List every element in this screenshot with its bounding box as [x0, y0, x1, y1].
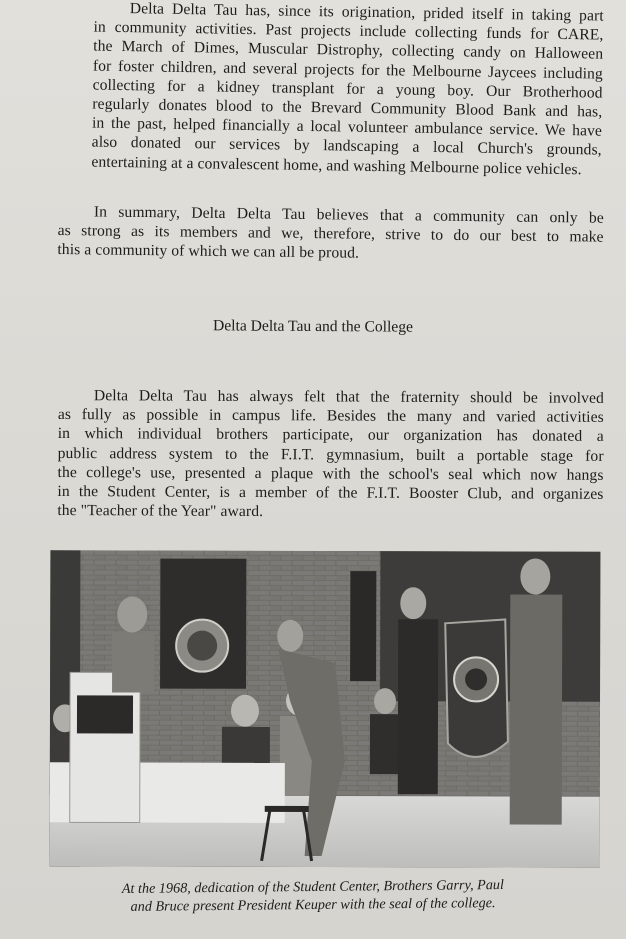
paragraph-line: in which individual brothers participate, our organization has donated a	[57, 425, 604, 446]
paragraph-line: in community activities. Past projects include collecting funds for CARE,	[93, 18, 604, 44]
paragraph-line: also donated our services by landscaping a local Church's grounds,	[91, 133, 602, 159]
paragraph-community-activities	[55, 0, 604, 179]
caption-line: and Bruce present President Keuper with the seal of the college.	[130, 895, 496, 915]
section-heading: Delta Delta Tau and the College	[212, 317, 414, 336]
podium	[70, 672, 140, 822]
paragraph-summary	[57, 202, 604, 266]
paragraph-line: as strong as its members and we, therefore, strive to do our best to make	[57, 222, 604, 246]
paragraph-line: the March of Dimes, Muscular Distrophy, collecting candy on Halloween	[93, 37, 604, 63]
paragraph-line: public address system to the F.I.T. gymnasium, built a portable stage for	[57, 444, 604, 465]
paragraph-line: collecting for a kidney transplant for a young boy. Our Brotherhood	[92, 76, 603, 102]
paragraph-line: In summary, Delta Delta Tau believes that a community can only be	[93, 203, 604, 227]
paragraph-line: for foster children, and several projects for the Melbourne Jaycees including	[92, 57, 604, 83]
paragraph-line: as fully as possible in campus life. Besides the many and varied activities	[57, 406, 604, 427]
paragraph-line: regularly donates blood to the Brevard Community Blood Bank and has,	[92, 95, 603, 121]
paragraph-line: entertaining at a convalescent home, and washing Melbourne police vehicles.	[91, 153, 582, 178]
paragraph-college	[57, 386, 604, 523]
photo-caption	[0, 875, 626, 918]
paragraph-line: Delta Delta Tau has always felt that the fraternity should be involved	[93, 387, 604, 407]
paragraph-line: in the past, helped financially a local volunteer ambulance service. We have	[91, 114, 603, 140]
brother-figure	[510, 594, 563, 824]
paragraph-line: Delta Delta Tau has, since its origination, prided itself in taking part	[129, 0, 604, 25]
paragraph-line: the "Teacher of the Year" award.	[57, 502, 264, 521]
paragraph-line: the college's use, presented a plaque with the school's seal which now hangs	[57, 463, 604, 484]
caption-line: At the 1968, dedication of the Student Center, Brothers Garry, Paul	[121, 877, 505, 898]
dedication-photo	[50, 550, 601, 867]
photo-illustration	[50, 550, 601, 867]
paragraph-line: this a community of which we can all be proud.	[57, 241, 360, 263]
paragraph-line: in the Student Center, is a member of the F.I.T. Booster Club, and organizes	[57, 483, 604, 503]
